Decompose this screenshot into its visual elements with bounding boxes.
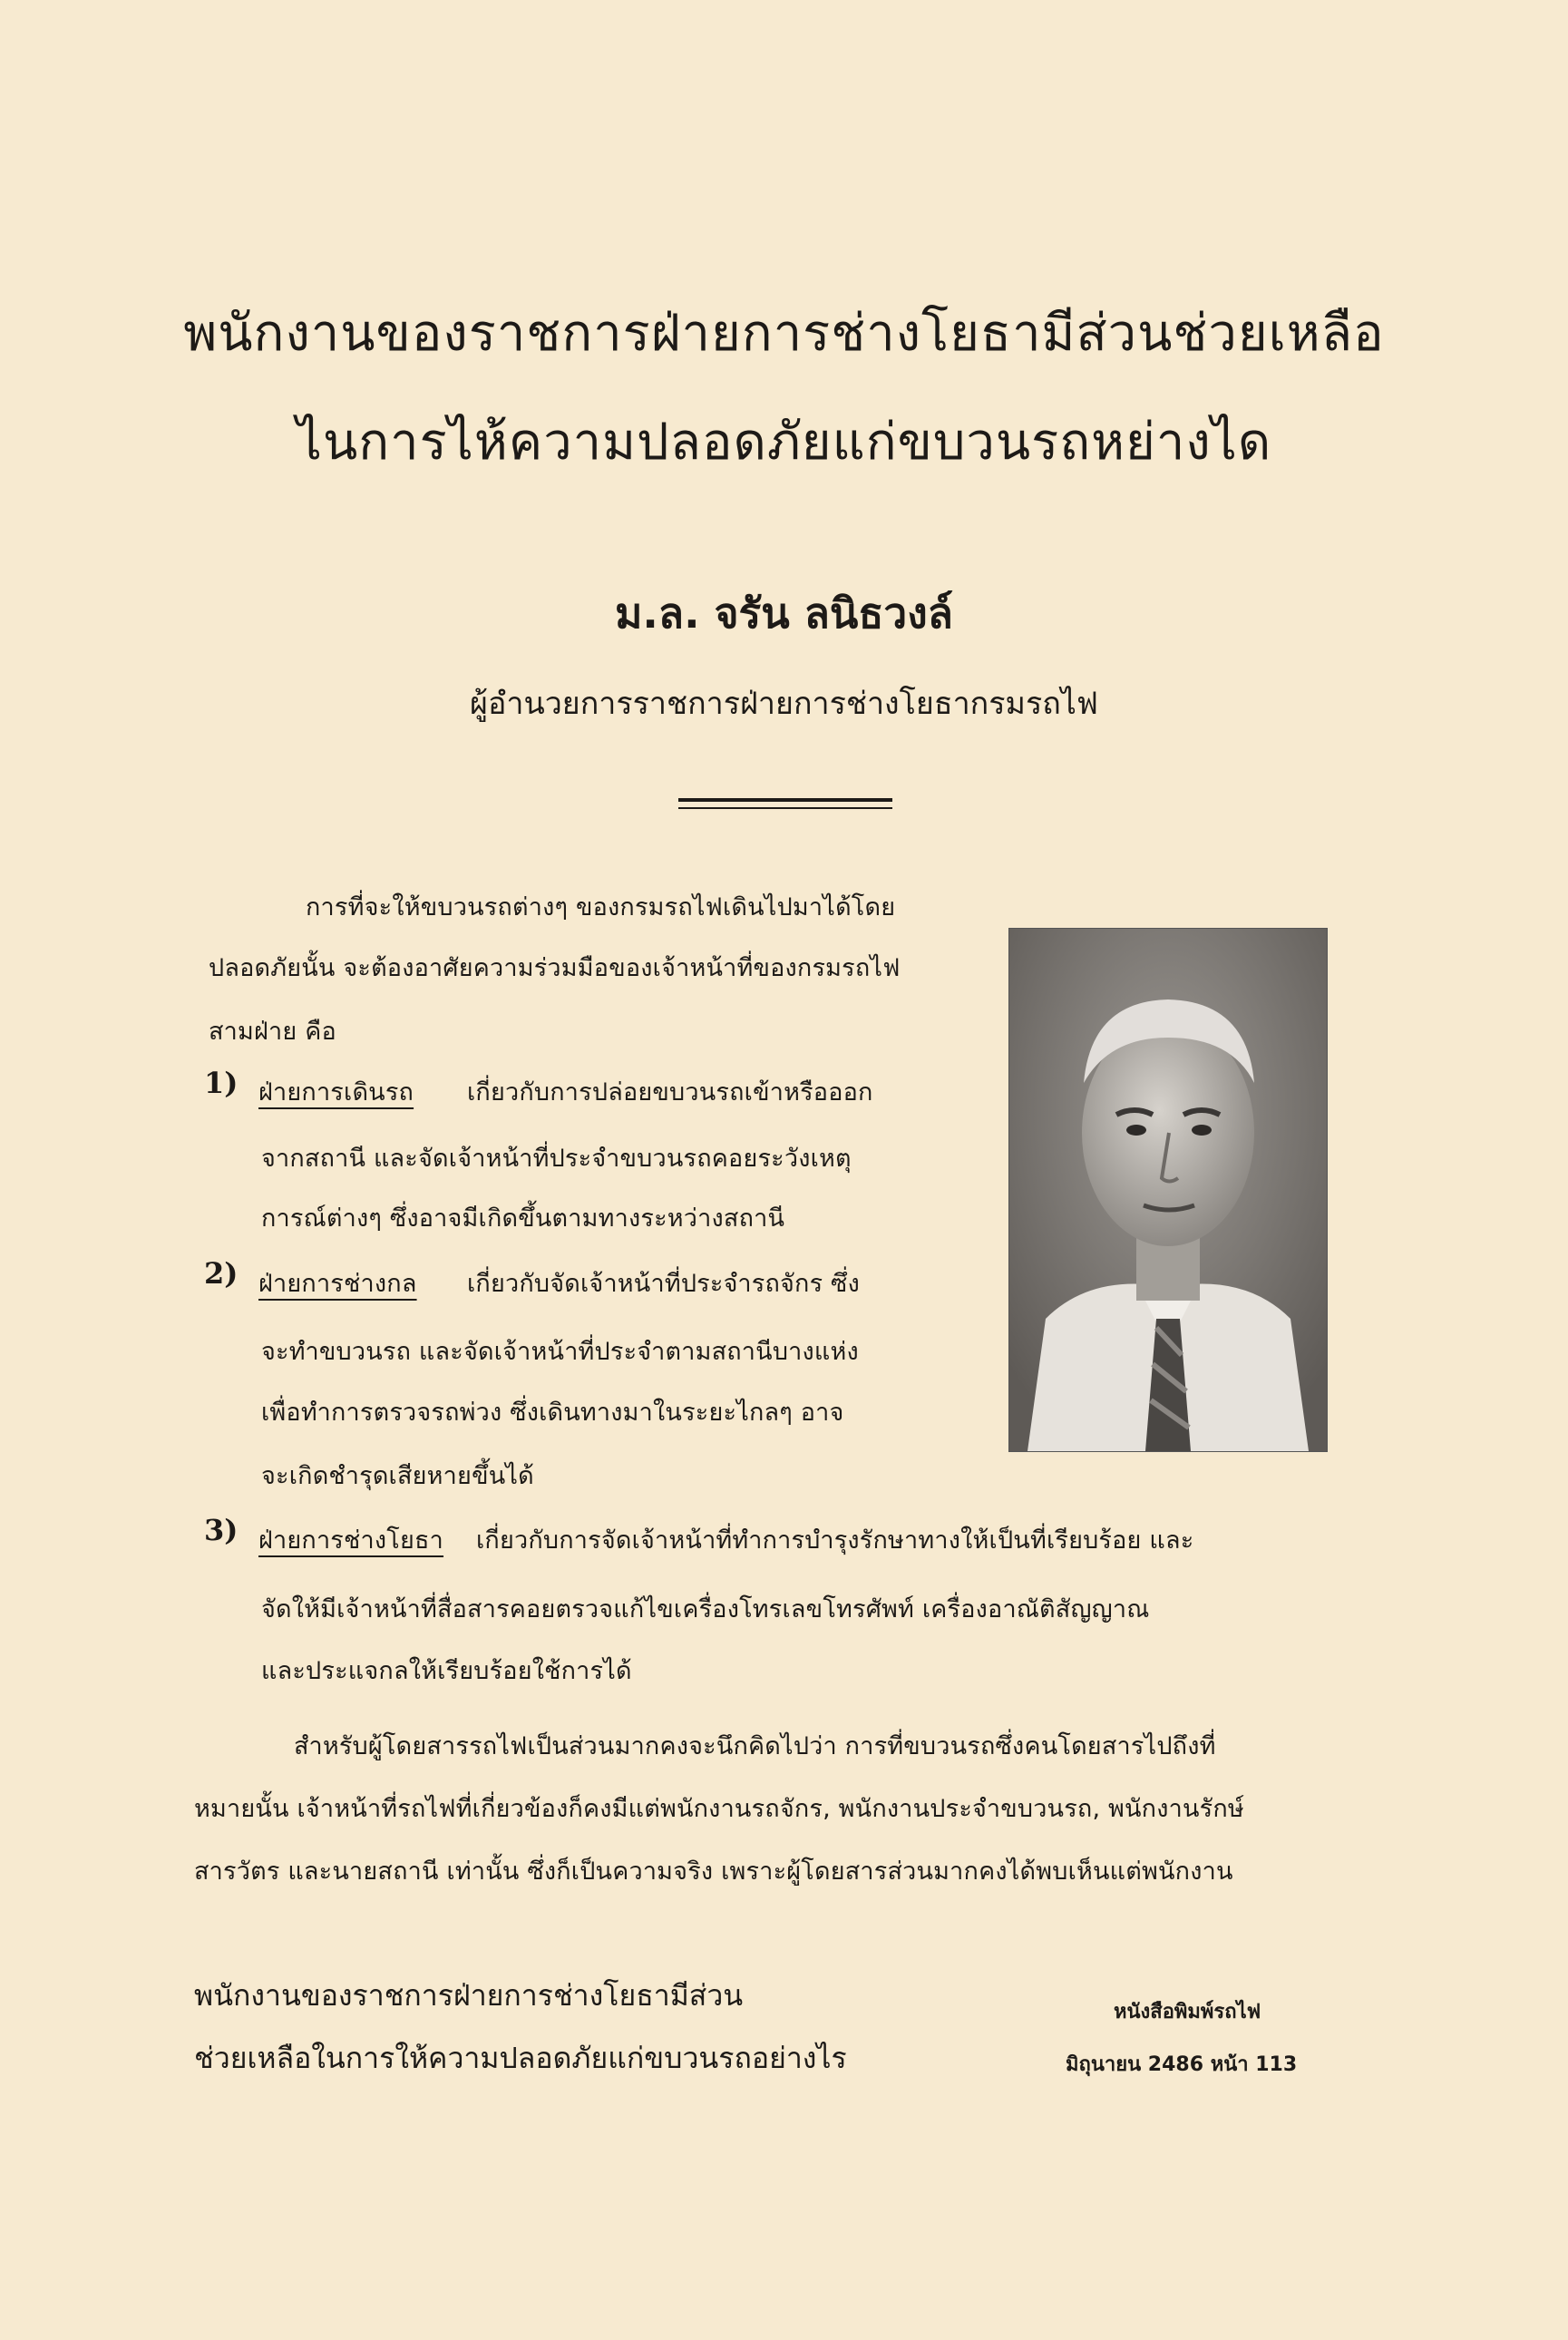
footer-publication-name: หนังสือพิมพ์รถไฟ xyxy=(1114,2001,1261,2023)
list-heading-mechanical: ฝ่ายการช่างกล xyxy=(258,1270,417,1298)
list-3-line-2: จัดให้มีเจ้าหน้าที่สื่อสารคอยตรวจแก้ไขเครื่องโทรเลขโทรศัพท์ เครื่องอาณัติสัญญาณ xyxy=(261,1595,1150,1623)
body-line-3: สามฝ่าย คือ xyxy=(209,1018,336,1046)
list-number-1: 1) xyxy=(204,1066,239,1100)
list-2-line-3: เพื่อทำการตรวจรถพ่วง ซึ่งเดินทางมาในระยะไกลๆ อาจ xyxy=(261,1399,844,1427)
list-heading-operations: ฝ่ายการเดินรถ xyxy=(258,1078,414,1107)
author-portrait-photo xyxy=(1008,928,1328,1452)
list-3-line-1: เกี่ยวกับการจัดเจ้าหน้าที่ทำการบำรุงรักษาทางให้เป็นที่เรียบร้อย และ xyxy=(476,1526,1194,1555)
portrait-illustration xyxy=(1009,929,1327,1451)
list-3-line-3: และประแจกลให้เรียบร้อยใช้การได้ xyxy=(261,1657,632,1685)
author-title: ผู้อำนวยการราชการฝ่ายการช่างโยธากรมรถไฟ xyxy=(470,686,1098,722)
list-2-line-2: จะทำขบวนรถ และจัดเจ้าหน้าที่ประจำตามสถานีบางแห่ง xyxy=(261,1338,859,1366)
paragraph-2-line-1: สำหรับผู้โดยสารรถไฟเป็นส่วนมากคงจะนึกคิดไปว่า การที่ขบวนรถซึ่งคนโดยสารไปถึงที่ xyxy=(294,1732,1216,1760)
divider-rule xyxy=(678,798,892,802)
list-2-line-4: จะเกิดชำรุดเสียหายขึ้นได้ xyxy=(261,1462,534,1490)
list-2-line-1: เกี่ยวกับจัดเจ้าหน้าที่ประจำรถจักร ซึ่ง xyxy=(467,1270,860,1298)
title-line-2: ไนการไห้ความปลอดภัยแก่ขบวนรถหย่างได xyxy=(296,413,1272,472)
author-name: ม.ล. จรัน ลนิธวงล์ xyxy=(615,589,953,638)
paragraph-2-line-3: สารวัตร และนายสถานี เท่านั้น ซึ่งก็เป็นความจริง เพราะผู้โดยสารส่วนมากคงได้พบเห็นแต่พนักงาน xyxy=(194,1857,1233,1886)
footer-article-title-line-1: พนักงานของราชการฝ่ายการช่างโยธามีส่วน xyxy=(194,1978,744,2013)
body-line-2: ปลอดภัยนั้น จะต้องอาศัยความร่วมมือของเจ้าหน้าที่ของกรมรถไฟ xyxy=(209,954,901,982)
footer-article-title-line-2: ช่วยเหลือในการให้ความปลอดภัยแก่ขบวนรถอย่างไร xyxy=(194,2041,847,2075)
body-line-1: การที่จะให้ขบวนรถต่างๆ ของกรมรถไฟเดินไปมาได้โดย xyxy=(306,893,896,921)
footer-date-page: มิถุนายน 2486 หน้า 113 xyxy=(1066,2053,1298,2076)
paragraph-2-line-2: หมายนั้น เจ้าหน้าที่รถไฟที่เกี่ยวข้องก็คงมีแต่พนักงานรถจักร, พนักงานประจำขบวนรถ, พนักงานรักษ์ xyxy=(194,1795,1244,1823)
title-line-1: พนักงานของราชการฝ่ายการช่างโยธามีส่วนช่วยเหลือ xyxy=(183,304,1385,363)
list-1-line-2: จากสถานี และจัดเจ้าหน้าที่ประจำขบวนรถคอยระวังเหตุ xyxy=(261,1145,852,1173)
divider-rule-secondary xyxy=(678,807,892,809)
list-number-3: 3) xyxy=(204,1513,239,1547)
list-heading-civil-engineering: ฝ่ายการช่างโยธา xyxy=(258,1526,444,1555)
list-number-2: 2) xyxy=(204,1256,239,1291)
list-1-line-3: การณ์ต่างๆ ซึ่งอาจมีเกิดขึ้นตามทางระหว่างสถานี xyxy=(261,1204,785,1233)
list-1-line-1: เกี่ยวกับการปล่อยขบวนรถเข้าหรือออก xyxy=(467,1078,873,1107)
